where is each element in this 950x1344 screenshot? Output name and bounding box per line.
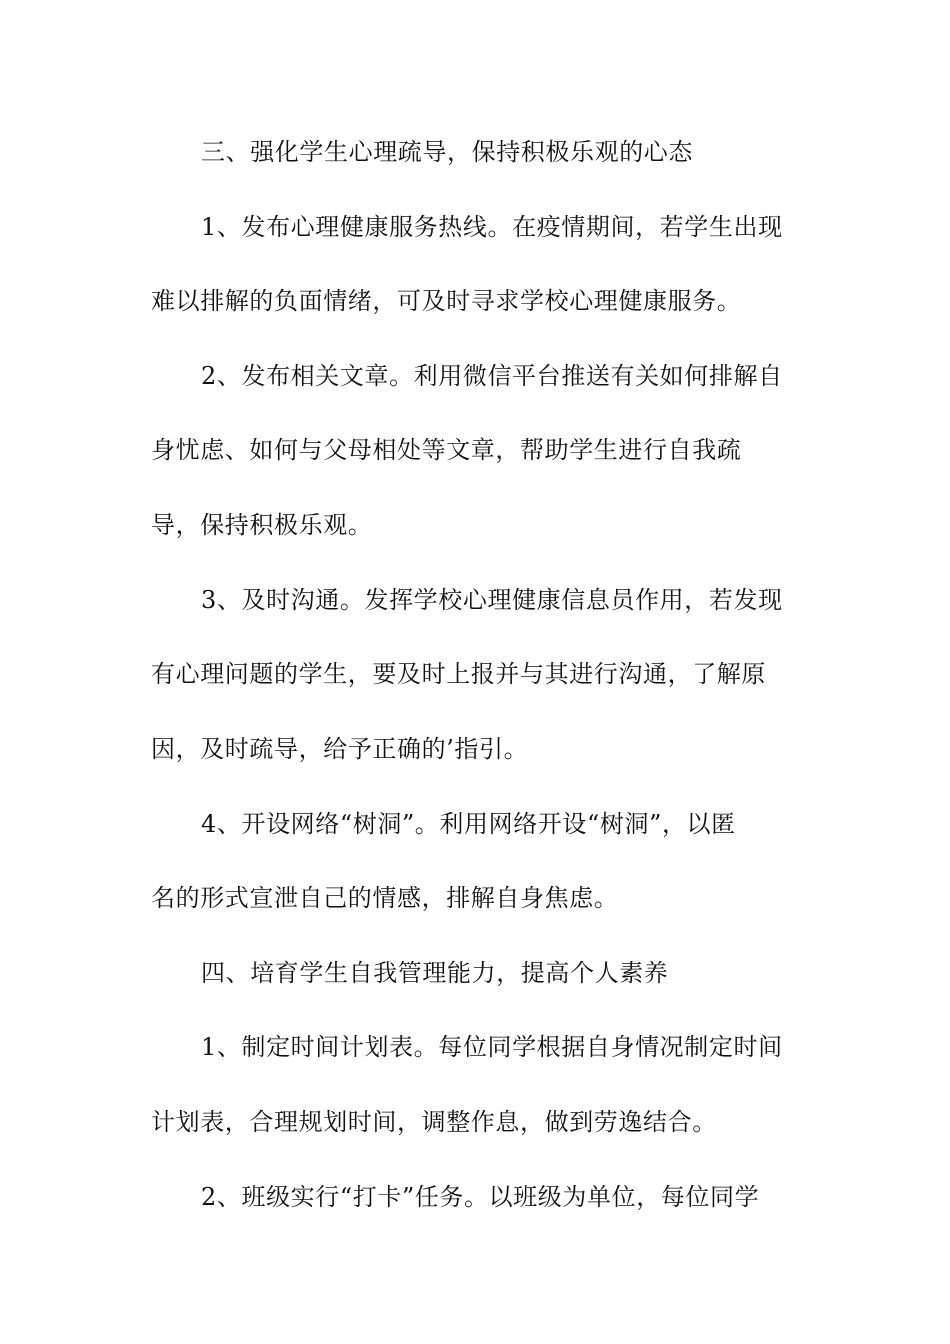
paragraph-line: 有心理问题的学生，要及时上报并与其进行沟通，了解原 — [151, 660, 766, 688]
paragraph-line: 1、发布心理健康服务热线。在疫情期间，若学生出现 — [201, 213, 783, 241]
paragraph-line: 导，保持积极乐观。 — [151, 511, 373, 539]
section-heading-4: 四、培育学生自我管理能力，提高个人素养 — [201, 959, 669, 987]
paragraph-line: 4、开设网络“树洞”。利用网络开设“树洞”，以匿 — [201, 810, 736, 838]
paragraph-line: 2、班级实行“打卡”任务。以班级为单位，每位同学 — [201, 1183, 760, 1211]
paragraph-line: 难以排解的负面情绪，可及时寻求学校心理健康服务。 — [151, 287, 742, 315]
paragraph-line: 2、发布相关文章。利用微信平台推送有关如何排解自 — [201, 362, 783, 390]
paragraph-line: 计划表，合理规划时间，调整作息，做到劳逸结合。 — [151, 1108, 717, 1136]
paragraph-line: 1、制定时间计划表。每位同学根据自身情况制定时间 — [201, 1033, 783, 1061]
paragraph-line: 身忧虑、如何与父母相处等文章，帮助学生进行自我疏 — [151, 436, 742, 464]
paragraph-line: 因，及时疏导，给予正确的’指引。 — [151, 735, 529, 763]
paragraph-line: 3、及时沟通。发挥学校心理健康信息员作用，若发现 — [201, 586, 783, 614]
section-heading-3: 三、强化学生心理疏导，保持积极乐观的心态 — [201, 138, 693, 166]
paragraph-line: 名的形式宣泄自己的情感，排解自身焦虑。 — [151, 884, 619, 912]
